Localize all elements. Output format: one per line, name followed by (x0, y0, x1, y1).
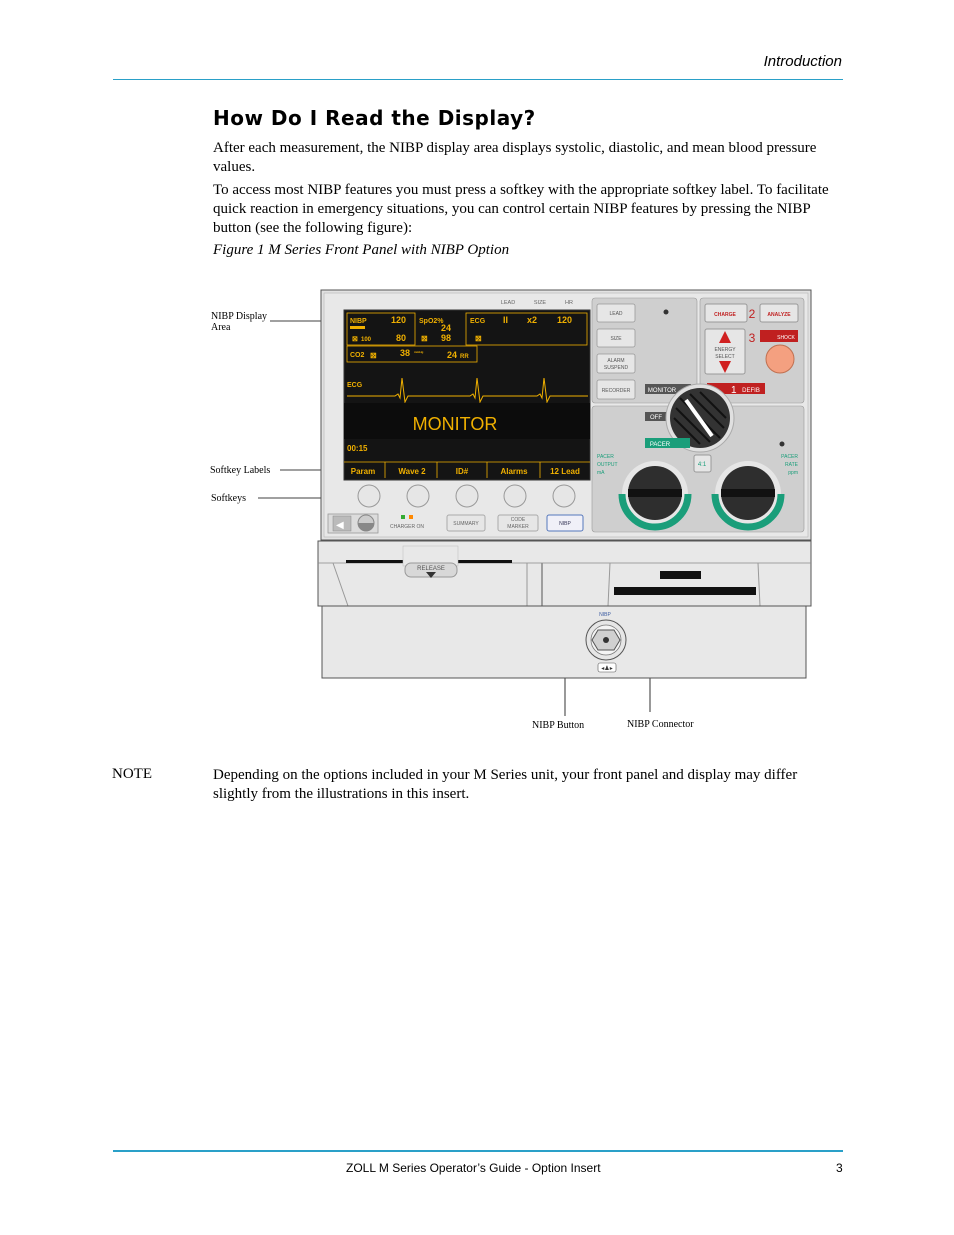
charger-on-label: CHARGER ON (390, 524, 424, 530)
label-size: SIZE (533, 300, 547, 306)
screen-co2-label: CO2 (350, 352, 365, 359)
alarm-off-icon: ⊠ (370, 351, 377, 360)
charge-number: 2 (748, 307, 756, 321)
display-screen (344, 310, 590, 480)
screen-diastolic: 80 (396, 333, 407, 343)
softkey-1[interactable] (358, 485, 380, 507)
suspend-label: SUSPEND (603, 365, 629, 371)
page-number: 3 (836, 1161, 843, 1175)
softkey-label-alarms: Alarms (500, 467, 528, 476)
footer-rule (113, 1150, 843, 1152)
monitor-label: MONITOR (647, 388, 677, 394)
charge-label: CHARGE (714, 312, 736, 318)
pacer-output-label-3: mA (597, 470, 605, 476)
screen-time: 00:15 (347, 444, 368, 453)
defib-number: 1 (731, 385, 737, 396)
size-button-label: SIZE (610, 336, 622, 342)
release-label: RELEASE (417, 566, 445, 572)
figure-caption: Figure 1 M Series Front Panel with NIBP Option (213, 242, 510, 258)
screen-co2-unit: mmHg (414, 350, 424, 354)
pacer-output-knob[interactable] (622, 461, 688, 527)
code-label: CODE (510, 517, 526, 523)
lead-button-label: LEAD (609, 311, 623, 317)
pacer-rate-label-2: RATE (785, 462, 798, 468)
screen-spo2-label: SpO2% (419, 318, 444, 325)
screen-nibp-label: NIBP (350, 318, 367, 325)
nibp-port-label: NIBP (599, 612, 611, 618)
softkey-label-wave2: Wave 2 (398, 467, 426, 476)
softkey-5[interactable] (553, 485, 575, 507)
screen-spo2-second: 98 (441, 333, 452, 343)
screen-lead: II (503, 315, 509, 325)
speaker-icon: ◀ (336, 520, 344, 531)
ratio-label: 4:1 (697, 462, 707, 468)
pacer-rate-label-3: ppm (788, 470, 798, 476)
screen-mode: MONITOR (412, 414, 498, 434)
screen-systolic: 120 (391, 315, 407, 325)
nibp-connector[interactable] (586, 620, 626, 660)
pacer-indicator-led (780, 442, 785, 447)
screen-hr: 120 (557, 315, 573, 325)
footer-title: ZOLL M Series Operator’s Guide - Option Insert (346, 1161, 601, 1175)
section-heading: How Do I Read the Display? (213, 106, 536, 130)
note-text: Depending on the options included in your M Series unit, your front panel and display may differ slightly from the illustrations in this insert. (213, 767, 798, 802)
screen-spo2-value: 24 (441, 323, 452, 333)
defib-label: DEFIB (742, 388, 760, 394)
pacer-rate-knob[interactable] (715, 461, 781, 527)
energy-number: 3 (748, 331, 756, 345)
alarm-off-icon: ⊠ (352, 336, 358, 343)
note-label: NOTE (112, 766, 152, 782)
screen-mean-alarm: 100 (361, 337, 372, 343)
recorder-button-label: RECORDER (601, 388, 631, 394)
softkey-2[interactable] (407, 485, 429, 507)
alarm-label: ALARM (607, 358, 625, 364)
label-hr: HR (565, 300, 573, 306)
label-lead: LEAD (500, 300, 516, 306)
screen-ecg-label: ECG (470, 318, 486, 325)
pacer-label: PACER (649, 442, 671, 448)
patient-symbol-icon: ◂♟▸ (601, 666, 613, 672)
pacer-output-label-1: PACER (597, 454, 614, 460)
callout-softkey-labels: Softkey Labels (210, 465, 271, 476)
callout-nibp-button: NIBP Button (532, 720, 585, 731)
summary-label: SUMMARY (453, 521, 479, 527)
analyze-label: ANALYZE (767, 312, 791, 318)
indicator-led (664, 310, 669, 315)
callout-nibp-display: NIBP Display Area (211, 311, 268, 333)
paragraph-2: To access most NIBP features you must press a softkey with the appropriate softkey label. To facilitate quick reaction in emergency situations, you can control certain NIBP features by pressing the NIBP button (see the following figure): (213, 182, 829, 236)
running-header: Introduction (763, 53, 842, 70)
paragraph-1: After each measurement, the NIBP display area displays systolic, diastolic, and mean blood pressure values. (213, 140, 817, 175)
shock-button[interactable] (766, 345, 794, 373)
callout-nibp-connector: NIBP Connector (627, 719, 694, 730)
softkey-label-param: Param (350, 467, 376, 476)
nibp-button-label: NIBP (559, 521, 571, 527)
shock-label: SHOCK (777, 335, 795, 341)
alarm-off-icon: ⊠ (421, 334, 428, 343)
pacer-output-label-2: OUTPUT (597, 462, 618, 468)
softkey-3[interactable] (456, 485, 478, 507)
screen-rr-value: 24 (447, 350, 458, 360)
screen-co2-value: 38 (400, 348, 411, 358)
screen-ecg-trace-label: ECG (347, 382, 363, 389)
screen-rr-label: RR (460, 354, 469, 360)
off-label: OFF (650, 415, 662, 421)
screen-size: x2 (527, 315, 538, 325)
softkey-4[interactable] (504, 485, 526, 507)
softkey-label-12lead: 12 Lead (550, 467, 580, 476)
marker-label: MARKER (507, 524, 529, 530)
energy-label: ENERGY (714, 347, 736, 353)
softkey-label-id: ID# (455, 467, 469, 476)
select-label: SELECT (715, 354, 735, 360)
pacer-rate-label-1: PACER (781, 454, 798, 460)
callout-softkeys: Softkeys (211, 493, 246, 504)
alarm-off-icon: ⊠ (475, 334, 482, 343)
